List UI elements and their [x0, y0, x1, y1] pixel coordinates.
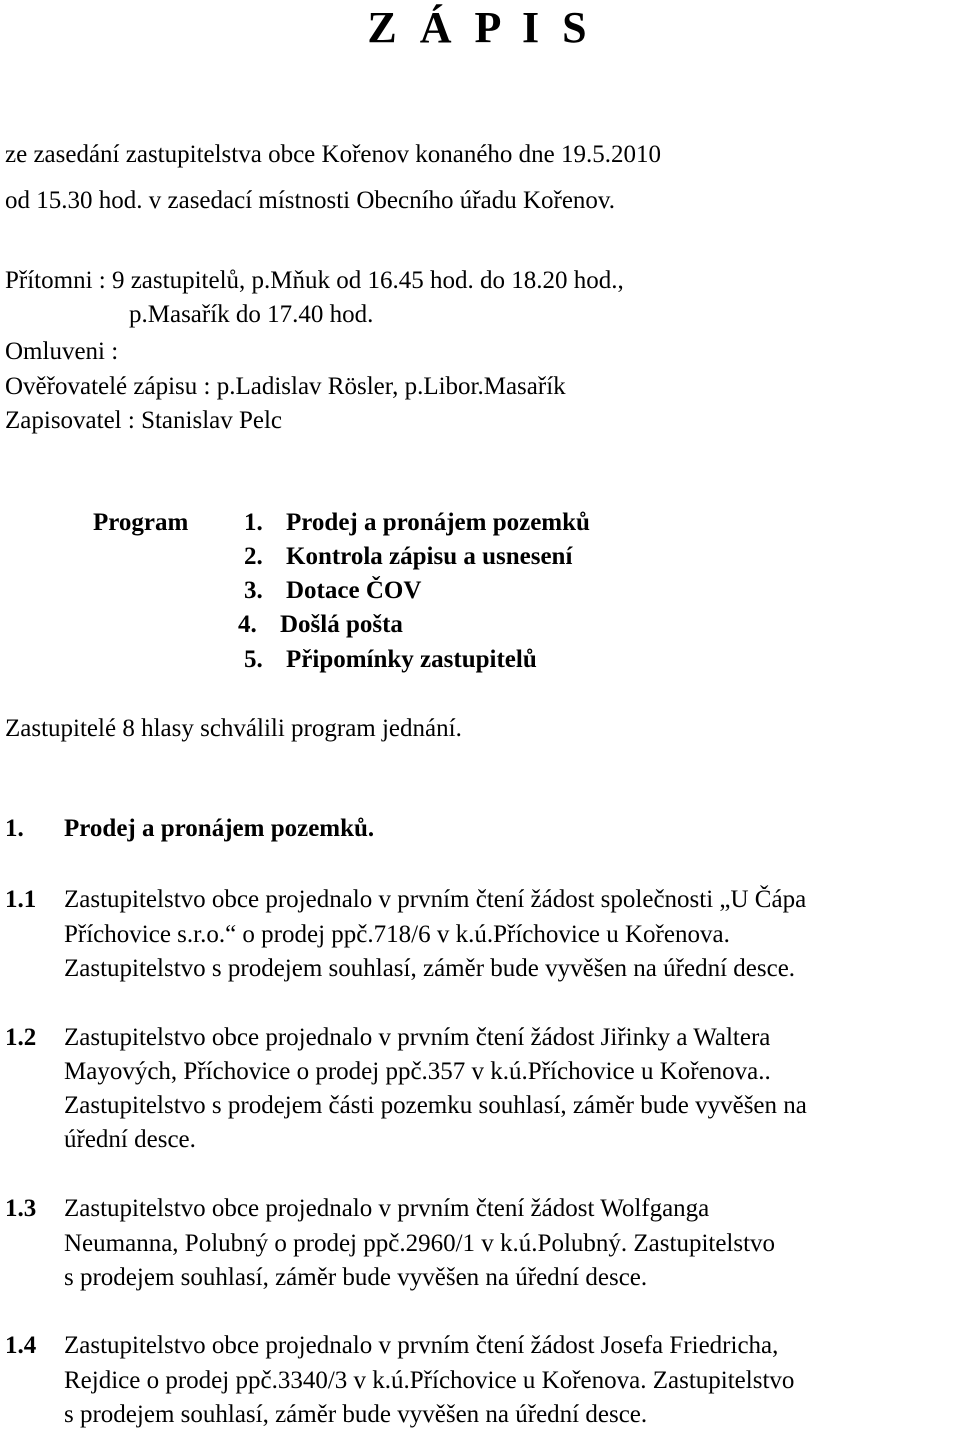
- item-line: Zastupitelstvo obce projednalo v prvním čtení žádost Jiřinky a Waltera: [64, 1024, 771, 1051]
- program-item: [244, 542, 572, 572]
- section-heading: Prodej a pronájem pozemků.: [64, 815, 375, 842]
- verifiers-line: Ověřovatelé zápisu : p.Ladislav Rösler, p.Libor.Masařík: [5, 373, 566, 400]
- program-label: Program: [93, 509, 189, 536]
- program-item: [244, 508, 590, 538]
- item-line: Zastupitelstvo obce projednalo v prvním čtení žádost společnosti „U Čápa: [64, 886, 807, 913]
- item-line: Rejdice o prodej ppč.3340/3 v k.ú.Příchovice u Kořenova. Zastupitelstvo: [64, 1367, 795, 1394]
- present-line: Přítomni : 9 zastupitelů, p.Mňuk od 16.45 hod. do 18.20 hod.,: [5, 267, 624, 294]
- item-line: úřední desce.: [64, 1126, 196, 1153]
- item-line: Příchovice s.r.o.“ o prodej ppč.718/6 v k.ú.Příchovice u Kořenova.: [64, 921, 730, 948]
- section-number: 1.: [5, 815, 24, 842]
- item-number: 1.3: [5, 1195, 37, 1222]
- item-line: Zastupitelstvo obce projednalo v prvním čtení žádost Wolfganga: [64, 1195, 710, 1222]
- program-item-number: 3.: [244, 577, 263, 604]
- item-line: Mayových, Příchovice o prodej ppč.357 v k.ú.Příchovice u Kořenova..: [64, 1058, 771, 1085]
- item-number: 1.2: [5, 1024, 37, 1051]
- item-number: 1.4: [5, 1332, 37, 1359]
- program-item: [244, 576, 421, 606]
- program-item-text: Prodej a pronájem pozemků: [286, 509, 590, 536]
- program-item-text: Dotace ČOV: [286, 577, 422, 604]
- program-item-text: Došlá pošta: [280, 611, 403, 638]
- item-line: Zastupitelstvo s prodejem souhlasí, záměr bude vyvěšen na úřední desce.: [64, 955, 796, 982]
- document-title: Z Á P I S: [367, 3, 593, 52]
- program-item-number: 4.: [238, 611, 257, 638]
- program-item: [244, 645, 537, 675]
- item-line: Zastupitelstvo s prodejem části pozemku souhlasí, záměr bude vyvěšen na: [64, 1092, 807, 1119]
- item-line: Neumanna, Polubný o prodej ppč.2960/1 v k.ú.Polubný. Zastupitelstvo: [64, 1230, 776, 1257]
- program-item-text: Kontrola zápisu a usnesení: [286, 543, 573, 570]
- program-approval: Zastupitelé 8 hlasy schválili program jednání.: [5, 715, 462, 742]
- intro-line-2: od 15.30 hod. v zasedací místnosti Obecního úřadu Kořenov.: [5, 187, 616, 214]
- item-line: s prodejem souhlasí, záměr bude vyvěšen na úřední desce.: [64, 1264, 648, 1291]
- item-line: s prodejem souhlasí, záměr bude vyvěšen na úřední desce.: [64, 1401, 648, 1428]
- recorder-line: Zapisovatel : Stanislav Pelc: [5, 407, 283, 434]
- excused-line: Omluveni :: [5, 338, 119, 365]
- program-item-text: Připomínky zastupitelů: [286, 646, 537, 673]
- program-item-number: 1.: [244, 509, 263, 536]
- program-item: [238, 610, 403, 640]
- item-line: Zastupitelstvo obce projednalo v prvním čtení žádost Josefa Friedricha,: [64, 1332, 779, 1359]
- present-cont-line: p.Masařík do 17.40 hod.: [129, 301, 374, 328]
- intro-line-1: ze zasedání zastupitelstva obce Kořenov konaného dne 19.5.2010: [5, 141, 662, 168]
- item-number: 1.1: [5, 886, 37, 913]
- program-item-number: 5.: [244, 646, 263, 673]
- program-item-number: 2.: [244, 543, 263, 570]
